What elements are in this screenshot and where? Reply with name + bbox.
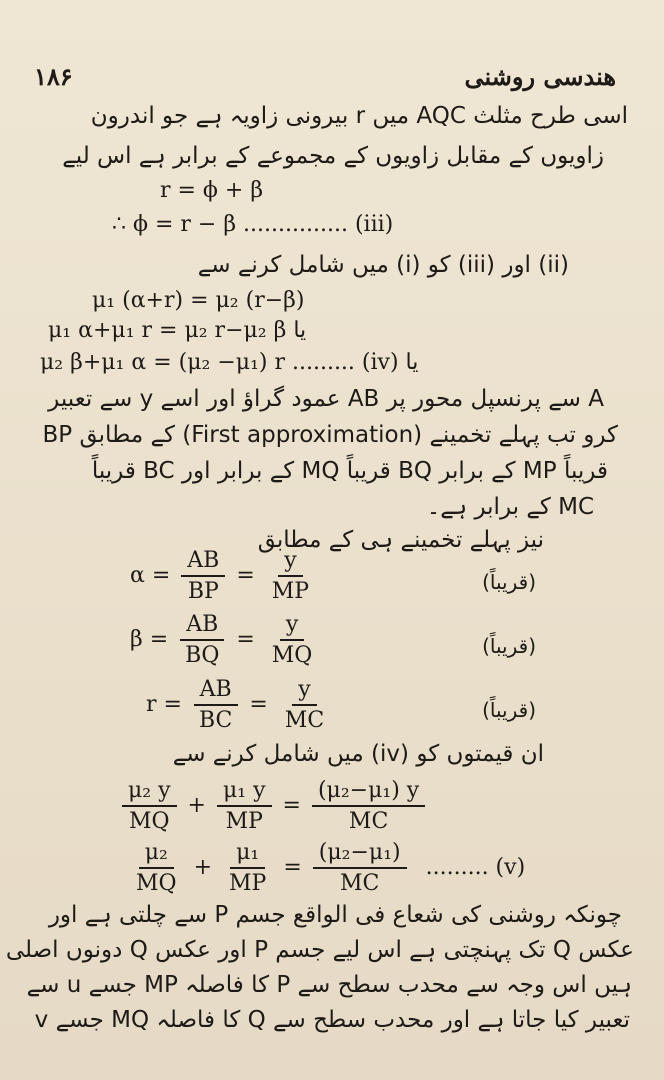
equation: ∴ ϕ = r − β ............... (iii): [112, 212, 394, 237]
combined-equation-v: $\frac{\text{μ₂}}{MQ}$ + $\frac{\text{μ₁}}{MP}$ = $\frac{\text{(μ₂−μ₁)}}{MC}$ ......... (v): [136, 840, 526, 896]
equation: یا μ₁ α+μ₁ r = μ₂ r−μ₂ β: [48, 318, 307, 343]
combined-equation: $\frac{\text{μ₂ y}}{MQ}$ + $\frac{\text{μ₁ y}}{MP}$ = $\frac{\text{(μ₂−μ₁) y}}{MC}$: [118, 778, 429, 834]
text-line: ان قیمتوں کو (iv) میں شامل کرنے سے: [172, 741, 544, 767]
text-line: (ii) اور (iii) کو (i) میں شامل کرنے سے: [197, 252, 569, 278]
text-line: نیز پہلے تخمینے ہی کے مطابق: [257, 527, 544, 553]
text-line: زاویوں کے مقابل زاویوں کے مجموعے کے برابر ہے اس لیے: [62, 143, 604, 169]
approx-equation: α = $\frac{AB}{BP}$ = $\frac{y}{MP}$: [130, 548, 310, 604]
approx-note: (قریباً): [482, 570, 536, 594]
text-line: چونکہ روشنی کی شعاع فی الواقع جسم P سے چلتی ہے اور: [48, 902, 622, 928]
equation: یا μ₂ β+μ₁ α = (μ₂ −μ₁) r ......... (iv): [40, 350, 419, 375]
approx-equation: r = $\frac{AB}{BC}$ = $\frac{y}{MC}$: [146, 677, 325, 733]
text-line: تعبیر کیا جاتا ہے اور محدب سطح سے Q کا فاصلہ MQ جسے v: [34, 1007, 630, 1033]
equation: μ₁ (α+r) = μ₂ (r−β): [92, 288, 305, 313]
equation: r = ϕ + β: [160, 178, 264, 203]
approx-note: (قریباً): [482, 634, 536, 658]
text-line: قریباً MP کے برابر BQ قریباً MQ کے برابر اور BC قریباً: [91, 458, 608, 484]
running-title: ھندسی روشنی: [464, 62, 616, 91]
approx-equation: β = $\frac{AB}{BQ}$ = $\frac{y}{MQ}$: [130, 612, 313, 668]
page-number: ۱۸۶: [34, 62, 73, 91]
text-line: MC کے برابر ہے۔: [426, 494, 594, 520]
approx-note: (قریباً): [482, 698, 536, 722]
text-line: اسی طرح مثلث AQC میں r بیرونی زاویہ ہے جو اندرون: [90, 103, 628, 129]
text-line: عکس Q تک پہنچتی ہے اس لیے جسم P اور عکس Q دونوں اصلی: [5, 937, 634, 963]
text-line: کرو تب پہلے تخمینے (First approximation) کے مطابق BP: [42, 422, 618, 448]
text-line: A سے پرنسپل محور پر AB عمود گراؤ اور اسے y سے تعبیر: [48, 386, 604, 412]
text-line: ہیں اس وجہ سے محدب سطح سے P کا فاصلہ MP جسے u سے: [26, 972, 632, 998]
